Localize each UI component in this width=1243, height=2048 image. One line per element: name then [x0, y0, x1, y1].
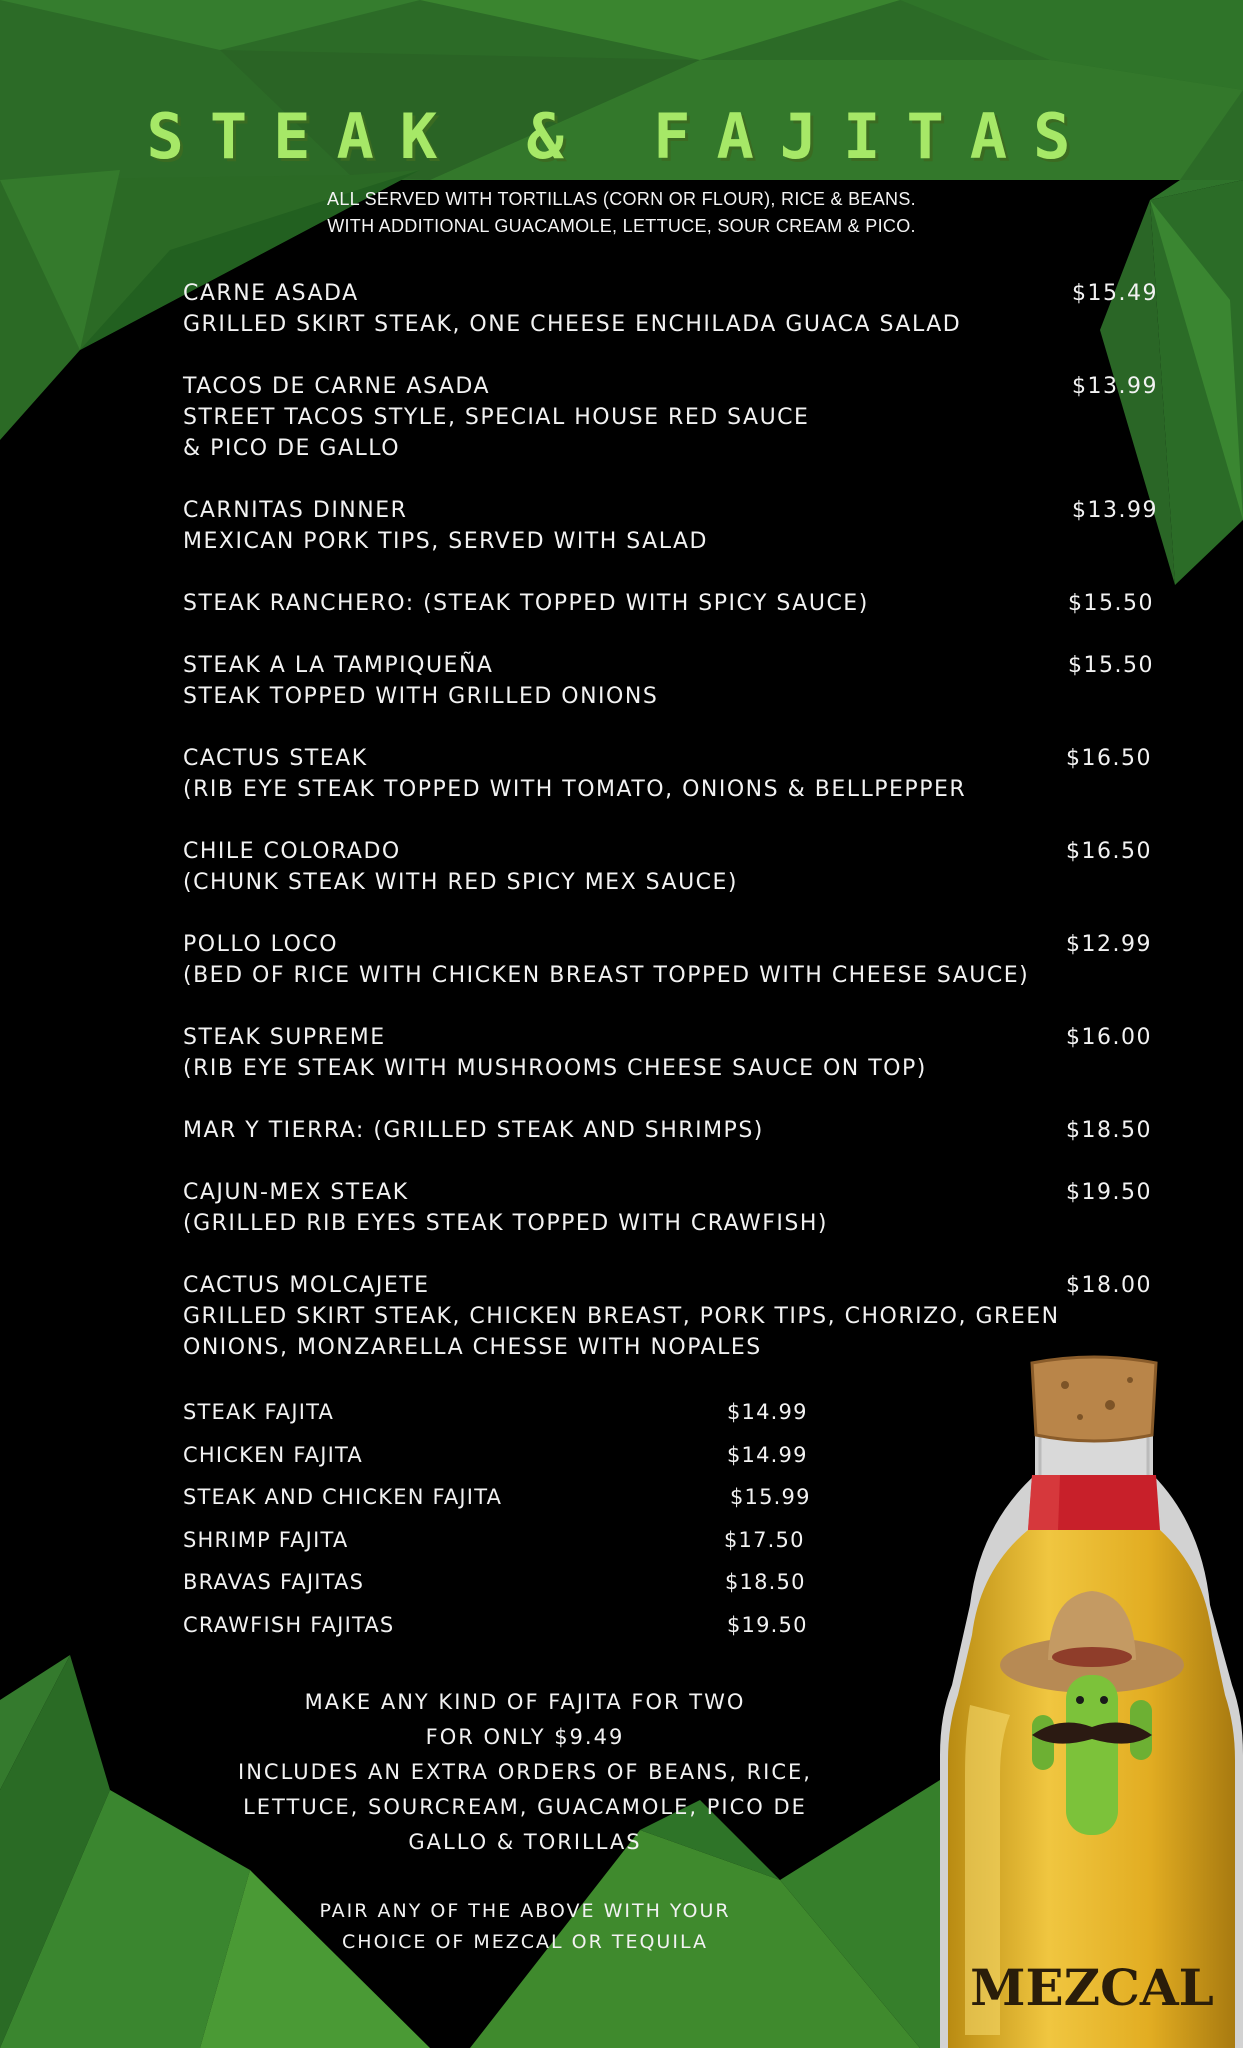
menu-item-carnitas-dinner	[183, 495, 1158, 557]
menu-item-cactus-molcajete	[183, 1270, 1158, 1363]
bottle-label-text: MEZCAL	[970, 1958, 1214, 2017]
item-price: $15.50	[1068, 653, 1154, 678]
menu-item-tacos-de-carne-asada	[183, 371, 1158, 464]
pair-line: PAIR ANY OF THE ABOVE WITH YOUR	[319, 1900, 731, 1922]
item-description: (CHUNK STEAK WITH RED SPICY MEX SAUCE)	[183, 870, 739, 895]
item-description: STEAK TOPPED WITH GRILLED ONIONS	[183, 684, 659, 709]
item-price: $18.00	[1066, 1273, 1152, 1298]
subtitle-line: ALL SERVED WITH TORTILLAS (CORN OR FLOUR), RICE & BEANS.	[327, 189, 916, 209]
item-description: (RIB EYE STEAK TOPPED WITH TOMATO, ONIONS & BELLPEPPER	[183, 777, 967, 802]
mezcal-bottle-illustration	[940, 1355, 1243, 2048]
item-price: $15.50	[1068, 591, 1154, 616]
item-name: CAJUN-MEX STEAK	[183, 1180, 409, 1205]
fajita-price: $15.99	[730, 1485, 811, 1509]
promo-line: LETTUCE, SOURCREAM, GUACAMOLE, PICO DE	[243, 1795, 807, 1819]
item-price: $15.49	[1072, 281, 1158, 306]
item-description: GRILLED SKIRT STEAK, ONE CHEESE ENCHILADA GUACA SALAD	[183, 312, 962, 337]
pair-line: CHOICE OF MEZCAL OR TEQUILA	[342, 1931, 708, 1953]
fajita-name: BRAVAS FAJITAS	[183, 1570, 365, 1594]
fajita-price: $14.99	[727, 1443, 808, 1467]
menu-subtitle	[0, 186, 1243, 240]
item-price: $12.99	[1066, 932, 1152, 957]
fajita-name: STEAK AND CHICKEN FAJITA	[183, 1485, 503, 1509]
fajita-for-two-promo	[170, 1685, 880, 1860]
fajita-item	[183, 1567, 808, 1597]
item-name: CACTUS STEAK	[183, 746, 368, 771]
item-price: $19.50	[1066, 1180, 1152, 1205]
subtitle-line: WITH ADDITIONAL GUACAMOLE, LETTUCE, SOUR CREAM & PICO.	[327, 216, 916, 236]
fajita-price: $14.99	[727, 1400, 808, 1424]
item-price: $16.50	[1066, 746, 1152, 771]
menu-item-cactus-steak	[183, 743, 1158, 805]
menu-item-carne-asada	[183, 278, 1158, 340]
fajita-item	[183, 1525, 808, 1555]
menu-item-mar-y-tierra	[183, 1115, 1158, 1146]
item-price: $13.99	[1072, 374, 1158, 399]
menu-item-chile-colorado	[183, 836, 1158, 898]
item-price: $13.99	[1072, 498, 1158, 523]
fajita-name: SHRIMP FAJITA	[183, 1528, 349, 1552]
fajita-item	[183, 1610, 808, 1640]
item-description: & PICO DE GALLO	[183, 436, 401, 461]
menu-title: STEAK & FAJITAS	[146, 100, 1097, 173]
mezcal-pairing-note	[170, 1896, 880, 1958]
item-description: MEXICAN PORK TIPS, SERVED WITH SALAD	[183, 529, 708, 554]
item-name: STEAK A LA TAMPIQUEÑA	[183, 653, 494, 678]
promo-line: INCLUDES AN EXTRA ORDERS OF BEANS, RICE,	[238, 1760, 812, 1784]
fajita-item	[183, 1397, 808, 1427]
menu-item-steak-tampiquena	[183, 650, 1158, 712]
item-price: $16.00	[1066, 1025, 1152, 1050]
fajita-name: STEAK FAJITA	[183, 1400, 335, 1424]
item-name: STEAK RANCHERO: (STEAK TOPPED WITH SPICY SAUCE)	[183, 591, 869, 616]
item-description: GRILLED SKIRT STEAK, CHICKEN BREAST, PORK TIPS, CHORIZO, GREEN	[183, 1304, 1060, 1329]
item-name: STEAK SUPREME	[183, 1025, 386, 1050]
item-name: CACTUS MOLCAJETE	[183, 1273, 430, 1298]
item-name: CARNITAS DINNER	[183, 498, 408, 523]
fajita-item	[183, 1440, 808, 1470]
item-name: POLLO LOCO	[183, 932, 339, 957]
item-price: $16.50	[1066, 839, 1152, 864]
promo-line: MAKE ANY KIND OF FAJITA FOR TWO	[304, 1690, 746, 1714]
item-name: CHILE COLORADO	[183, 839, 401, 864]
item-description: (RIB EYE STEAK WITH MUSHROOMS CHEESE SAUCE ON TOP)	[183, 1056, 927, 1081]
item-description: (BED OF RICE WITH CHICKEN BREAST TOPPED WITH CHEESE SAUCE)	[183, 963, 1030, 988]
promo-line: FOR ONLY $9.49	[425, 1725, 625, 1749]
menu-item-steak-ranchero	[183, 588, 1158, 619]
promo-line: GALLO & TORILLAS	[408, 1830, 642, 1854]
fajita-price: $18.50	[725, 1570, 806, 1594]
item-name: CARNE ASADA	[183, 281, 359, 306]
item-price: $18.50	[1066, 1118, 1152, 1143]
fajita-name: CRAWFISH FAJITAS	[183, 1613, 395, 1637]
item-description: STREET TACOS STYLE, SPECIAL HOUSE RED SAUCE	[183, 405, 810, 430]
menu-item-steak-supreme	[183, 1022, 1158, 1084]
item-name: MAR Y TIERRA: (GRILLED STEAK AND SHRIMPS)	[183, 1118, 764, 1143]
item-description: (GRILLED RIB EYES STEAK TOPPED WITH CRAWFISH)	[183, 1211, 829, 1236]
fajita-item	[183, 1482, 811, 1512]
menu-item-cajun-mex-steak	[183, 1177, 1158, 1239]
item-description: ONIONS, MONZARELLA CHESSE WITH NOPALES	[183, 1335, 762, 1360]
menu-item-pollo-loco	[183, 929, 1158, 991]
item-name: TACOS DE CARNE ASADA	[183, 374, 490, 399]
fajita-price: $19.50	[727, 1613, 808, 1637]
fajita-name: CHICKEN FAJITA	[183, 1443, 364, 1467]
fajita-price: $17.50	[724, 1528, 805, 1552]
